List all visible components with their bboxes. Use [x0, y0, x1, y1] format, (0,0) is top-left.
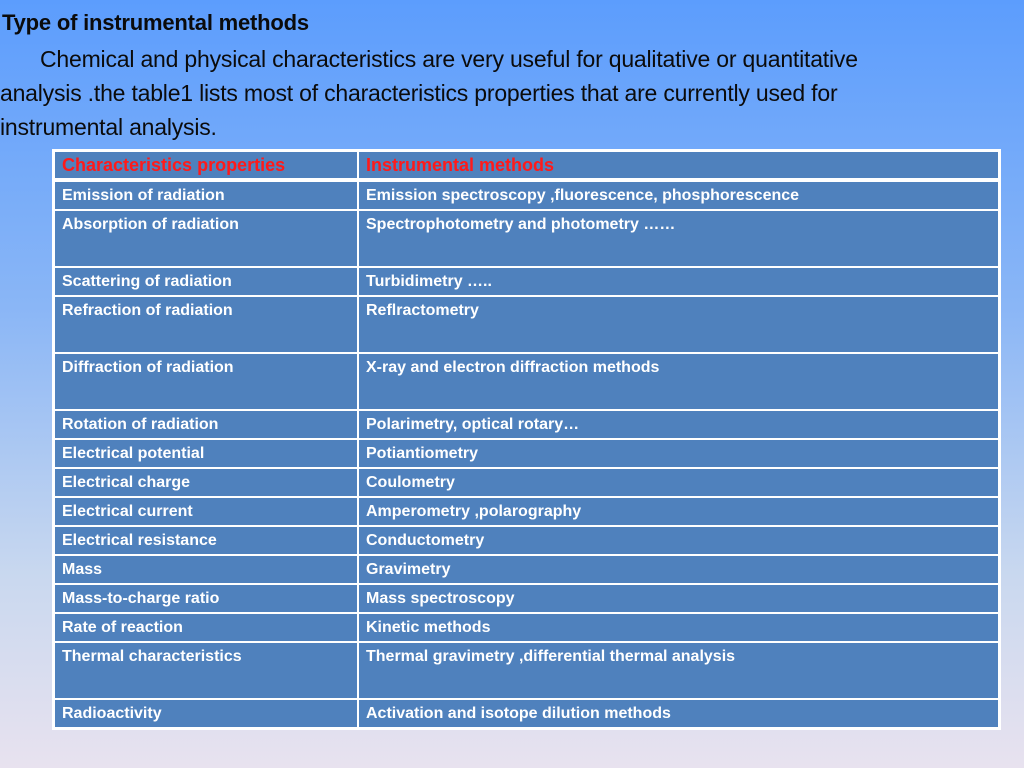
- method-cell: Mass spectroscopy: [358, 584, 999, 613]
- property-cell: Electrical current: [54, 497, 358, 526]
- table-row: [54, 353, 999, 410]
- property-cell: Electrical charge: [54, 468, 358, 497]
- header-characteristics: Characteristics properties: [54, 151, 358, 181]
- intro-line-2: analysis .the table1 lists most of characteristics properties that are currently used for: [0, 80, 838, 106]
- property-cell: Mass: [54, 555, 358, 584]
- method-cell: Emission spectroscopy ,fluorescence, phosphorescence: [358, 181, 999, 210]
- method-cell: Thermal gravimetry ,differential thermal analysis: [358, 642, 999, 699]
- table-row: [54, 555, 999, 584]
- table-row: [54, 526, 999, 555]
- intro-paragraph: [0, 42, 1010, 144]
- property-cell: Refraction of radiation: [54, 296, 358, 353]
- property-cell: Thermal characteristics: [54, 642, 358, 699]
- property-cell: Mass-to-charge ratio: [54, 584, 358, 613]
- table-row: [54, 410, 999, 439]
- property-cell: Absorption of radiation: [54, 210, 358, 267]
- table-row: [54, 642, 999, 699]
- table-row: [54, 210, 999, 267]
- intro-line-3: instrumental analysis.: [0, 114, 217, 140]
- property-cell: Emission of radiation: [54, 181, 358, 210]
- method-cell: Activation and isotope dilution methods: [358, 699, 999, 728]
- method-cell: Amperometry ,polarography: [358, 497, 999, 526]
- property-cell: Electrical potential: [54, 439, 358, 468]
- table-row: [54, 468, 999, 497]
- table-row: [54, 613, 999, 642]
- table-row: [54, 267, 999, 296]
- method-cell: Gravimetry: [358, 555, 999, 584]
- method-cell: Polarimetry, optical rotary…: [358, 410, 999, 439]
- property-cell: Rotation of radiation: [54, 410, 358, 439]
- property-cell: Rate of reaction: [54, 613, 358, 642]
- table-row: [54, 439, 999, 468]
- table-header-row: [54, 151, 999, 181]
- method-cell: Potiantiometry: [358, 439, 999, 468]
- intro-line-1: Chemical and physical characteristics are very useful for qualitative or quantitative: [40, 46, 858, 72]
- table-row: [54, 699, 999, 728]
- methods-table: [52, 149, 1001, 730]
- slide-title: Type of instrumental methods: [2, 10, 309, 35]
- property-cell: Scattering of radiation: [54, 267, 358, 296]
- property-cell: Electrical resistance: [54, 526, 358, 555]
- method-cell: Turbidimetry …..: [358, 267, 999, 296]
- table-row: [54, 181, 999, 210]
- table-row: [54, 296, 999, 353]
- table-row: [54, 584, 999, 613]
- method-cell: Conductometry: [358, 526, 999, 555]
- property-cell: Diffraction of radiation: [54, 353, 358, 410]
- method-cell: Reflractometry: [358, 296, 999, 353]
- table-row: [54, 497, 999, 526]
- method-cell: Spectrophotometry and photometry ……: [358, 210, 999, 267]
- method-cell: X-ray and electron diffraction methods: [358, 353, 999, 410]
- method-cell: Kinetic methods: [358, 613, 999, 642]
- property-cell: Radioactivity: [54, 699, 358, 728]
- method-cell: Coulometry: [358, 468, 999, 497]
- header-methods: Instrumental methods: [358, 151, 999, 181]
